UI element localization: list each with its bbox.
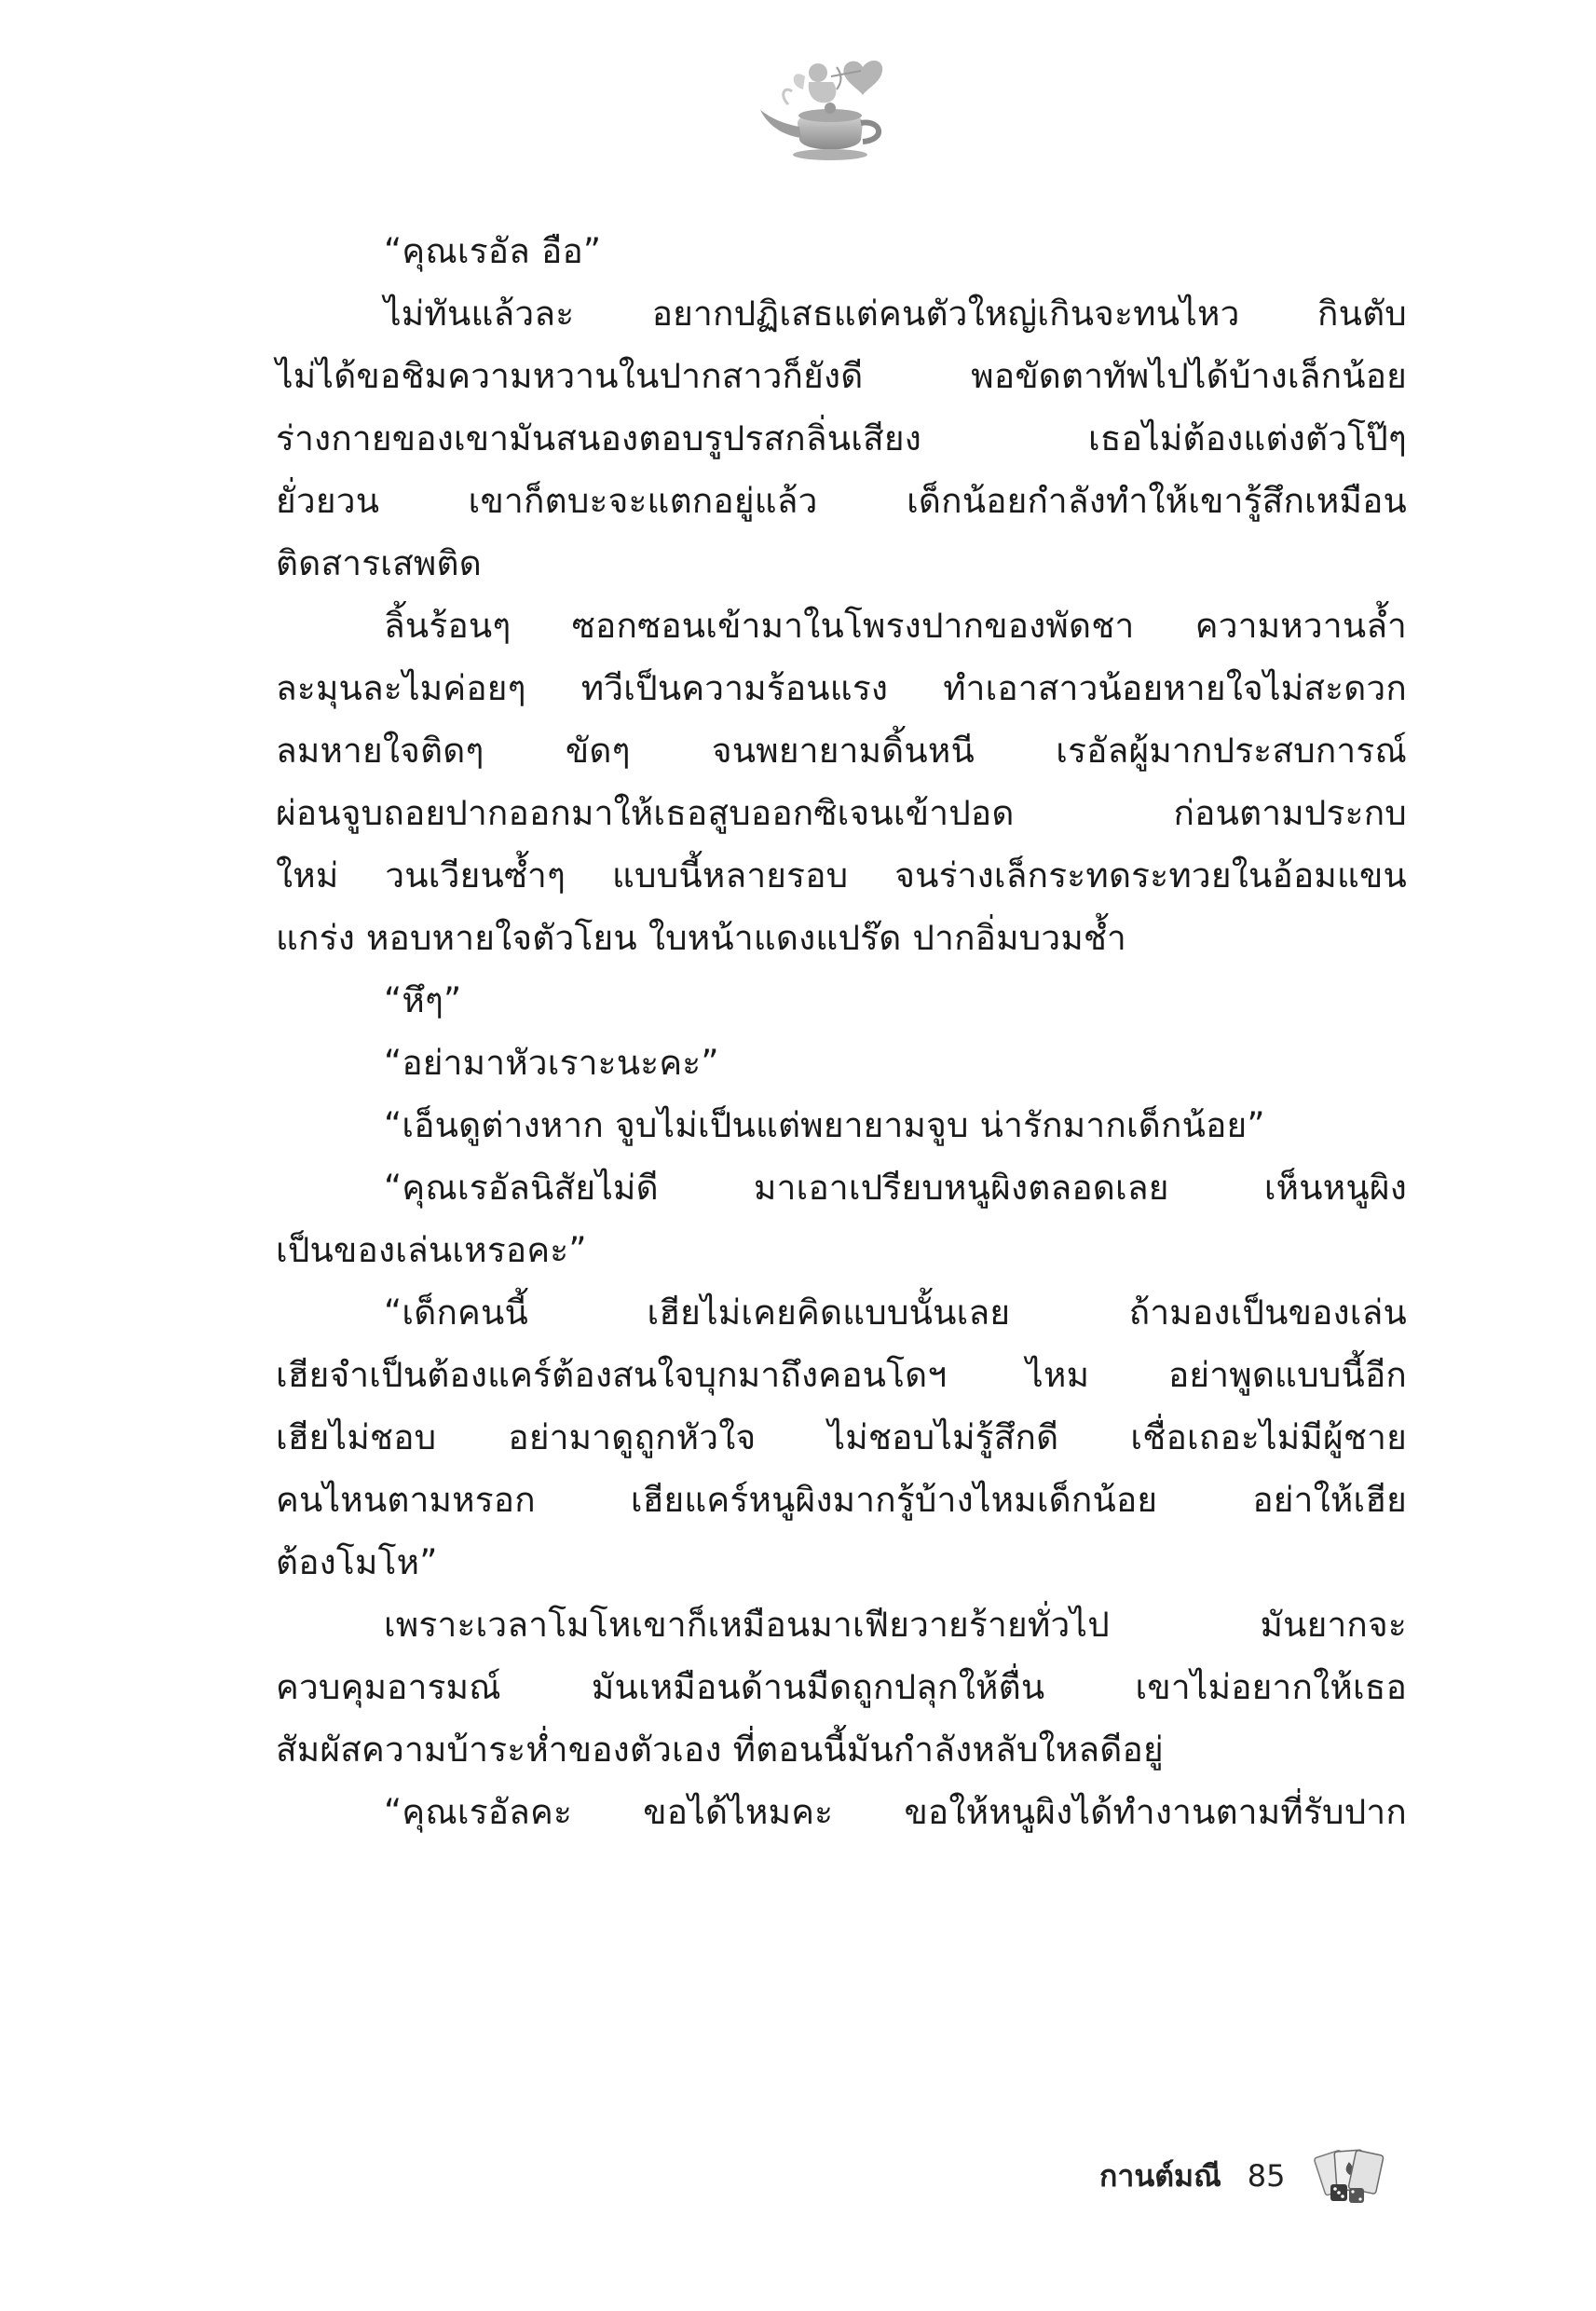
body-text — [276, 220, 1407, 1843]
text-line: “เอ็นดูต่างหาก จูบไม่เป็นแต่พยายามจูบ น่ารักมากเด็กน้อย” — [384, 1105, 1265, 1145]
page-number: 85 — [1247, 2158, 1286, 2194]
text-line: ผ่อนจูบถอยปากออกมาให้เธอสูบออกซิเจนเข้าปอด ก่อนตามประกบ — [276, 793, 1407, 833]
text-line: “อย่ามาหัวเราะนะคะ” — [384, 1043, 719, 1083]
text-line: เป็นของเล่นเหรอคะ” — [276, 1230, 587, 1270]
text-line: สัมผัสความบ้าระห่ำของตัวเอง ที่ตอนนี้มันกำลังหลับใหลดีอยู่ — [276, 1730, 1164, 1770]
text-line: ลิ้นร้อนๆ ซอกซอนเข้ามาในโพรงปากของพัดชา ความหวานล้ำ — [384, 606, 1407, 646]
text-line: “คุณเรอัล อือ” — [384, 231, 602, 271]
text-line: ไม่ทันแล้วละ อยากปฏิเสธแต่คนตัวใหญ่เกินจะทนไหว กินตับ — [384, 294, 1407, 334]
text-line: ควบคุมอารมณ์ มันเหมือนด้านมืดถูกปลุกให้ตื่น เขาไม่อยากให้เธอ — [276, 1667, 1407, 1707]
text-line: “คุณเรอัลคะ ขอได้ไหมคะ ขอให้หนูผิงได้ทำงานตามที่รับปาก — [384, 1792, 1407, 1832]
text-line: แกร่ง หอบหายใจตัวโยน ใบหน้าแดงแปร๊ด ปากอิ่มบวมช้ำ — [276, 918, 1127, 958]
text-line: เฮียไม่ชอบ อย่ามาดูถูกหัวใจ ไม่ชอบไม่รู้สึกดี เชื่อเถอะไม่มีผู้ชาย — [276, 1417, 1407, 1457]
text-line: ร่างกายของเขามันสนองตอบรูปรสกลิ่นเสียง เธอไม่ต้องแต่งตัวโป๊ๆ — [276, 418, 1407, 458]
text-line: “หึๆ” — [384, 980, 462, 1020]
text-line: เพราะเวลาโมโหเขาก็เหมือนมาเฟียวายร้ายทั่วไป มันยากจะ — [384, 1605, 1407, 1645]
text-line: ลมหายใจติดๆ ขัดๆ จนพยายามดิ้นหนี เรอัลผู้มากประสบการณ์ — [276, 731, 1407, 771]
playing-cards-dice-icon — [1308, 2143, 1398, 2208]
page-footer — [1099, 2143, 1435, 2208]
text-line: คนไหนตามหรอก เฮียแคร์หนูผิงมากรู้บ้างไหมเด็กน้อย อย่าให้เฮีย — [276, 1480, 1407, 1520]
teapot-cupid-icon — [751, 48, 909, 179]
text-line: ไม่ได้ขอชิมความหวานในปากสาวก็ยังดี พอขัดตาทัพไปได้บ้างเล็กน้อย — [276, 356, 1407, 396]
text-line: ยั่วยวน เขาก็ตบะจะแตกอยู่แล้ว เด็กน้อยกำลังทำให้เขารู้สึกเหมือน — [276, 481, 1407, 521]
text-line: “เด็กคนนี้ เฮียไม่เคยคิดแบบนั้นเลย ถ้ามองเป็นของเล่น — [384, 1292, 1407, 1333]
text-line: ติดสารเสพติด — [276, 543, 482, 583]
text-line: ต้องโมโห” — [276, 1542, 438, 1582]
text-line: ละมุนละไมค่อยๆ ทวีเป็นความร้อนแรง ทำเอาสาวน้อยหายใจไม่สะดวก — [276, 668, 1407, 708]
text-line: เฮียจำเป็นต้องแคร์ต้องสนใจบุกมาถึงคอนโดฯ ไหม อย่าพูดแบบนี้อีก — [276, 1355, 1407, 1395]
text-line: ใหม่ วนเวียนซ้ำๆ แบบนี้หลายรอบ จนร่างเล็กระทดระทวยในอ้อมแขน — [276, 855, 1407, 896]
footer-author: กานต์มณี — [1099, 2157, 1221, 2194]
text-line: “คุณเรอัลนิสัยไม่ดี มาเอาเปรียบหนูผิงตลอดเลย เห็นหนูผิง — [384, 1168, 1407, 1208]
